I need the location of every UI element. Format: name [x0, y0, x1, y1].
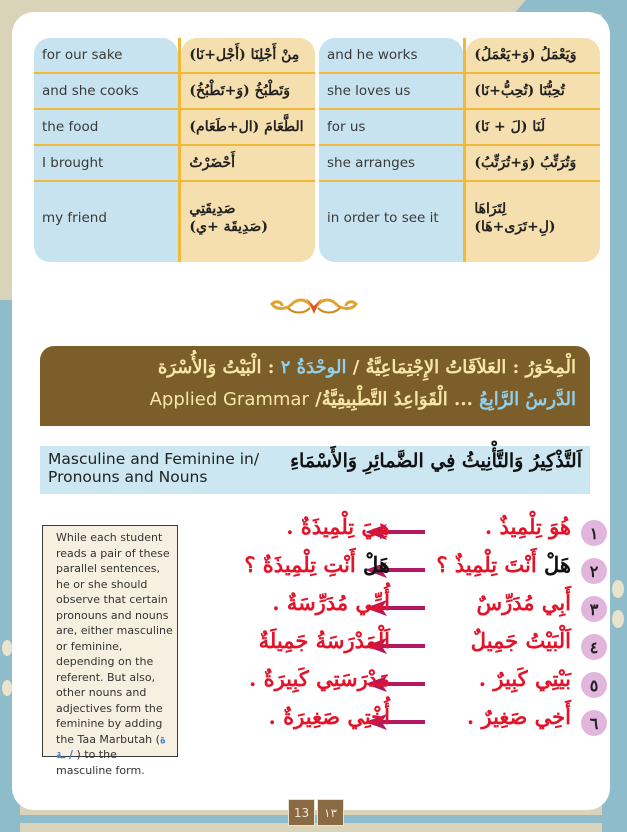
vocab-arabic-cell: مِنْ أَجْلِنَا (أَجْل+نَا) — [181, 38, 315, 74]
vocab-arabic-word: لِتَرَاهَا — [474, 200, 507, 217]
vocab-english-cell: and he works — [319, 38, 463, 74]
vocab-arabic-column-left — [181, 38, 315, 262]
number-badge: ١ — [581, 520, 607, 546]
taa-marbutah-glyph: ة / ـة — [56, 732, 166, 761]
masculine-sentence: هُوَ تِلْمِيذٌ . — [484, 514, 571, 539]
sentence-row — [220, 702, 615, 740]
banner-unit-title: : الْبَيْتُ وَالأُسْرَة — [157, 357, 281, 378]
vocab-english-cell: in order to see it — [326, 210, 439, 226]
vocab-arabic-cell: الطَّعَامَ (ال+طَعَام) — [181, 110, 315, 146]
note-text-end: ) to the masculine form. — [56, 748, 145, 777]
vocab-english-cell: she arranges — [319, 146, 463, 182]
dot — [2, 680, 12, 696]
feminine-sentence: اَلْمَدْرَسَةُ جَمِيلَةٌ — [258, 628, 390, 653]
vocab-english-cell: she loves us — [319, 74, 463, 110]
sentence-row — [220, 626, 615, 664]
question-word: هَلْ — [536, 552, 571, 577]
banner-line-2 — [50, 384, 576, 416]
banner-unit: الوحْدَةُ ٢ — [280, 357, 347, 378]
vocab-arabic-breakdown: (صَدِيقَة +ي) — [189, 219, 268, 235]
page-number-latin: 13 — [288, 799, 315, 826]
floral-divider-icon — [268, 294, 360, 318]
number-badge: ٥ — [581, 672, 607, 698]
feminine-sentence: هِيَ تِلْمِيذَةٌ . — [286, 514, 390, 539]
sentence-row — [220, 512, 615, 550]
vocab-arabic-cell — [181, 182, 315, 254]
page-number — [288, 799, 344, 826]
banner-lesson-title: ... الْقَوَاعِدُ التَّطْبِيقِيَّةُ/ — [308, 389, 480, 410]
vocab-arabic-cell: وَتُرَتِّبُ (وَ+تُرَتِّبُ) — [466, 146, 600, 182]
unit-banner — [40, 346, 590, 426]
vocab-arabic-breakdown: (لِ+تَرَى+هَا) — [474, 219, 556, 235]
sentence-row — [220, 664, 615, 702]
vocab-arabic-cell: أَحْضَرْتُ — [181, 146, 315, 182]
sentence-text: أَنْتِ تِلْمِيذَةٌ ؟ — [244, 552, 356, 577]
number-badge: ٦ — [581, 710, 607, 736]
note-text: While each student reads a pair of these parallel sentences, he or she should observe that certain pronouns and nouns are, either masculine or feminine, depending on the referent. But also, other nouns and adjectives form the feminine by adding the Taa Marbutah ( — [56, 531, 173, 746]
vocab-english-cell: and she cooks — [34, 74, 178, 110]
sentence-pairs — [220, 512, 615, 740]
instruction-note — [42, 525, 178, 777]
topic-english: Masculine and Feminine in/ Pronouns and Nouns — [48, 450, 260, 486]
feminine-sentence: أُمِّي مُدَرِّسَةٌ . — [272, 590, 390, 615]
vocab-english-column-right — [319, 38, 463, 262]
vocab-arabic-word: صَدِيقَتِي — [189, 200, 236, 217]
feminine-sentence — [244, 552, 390, 577]
banner-theme: الْمِحْوَرُ : العَلاَقَاتُ الإِجْتِمَاعِيَّةُ / — [346, 357, 576, 378]
masculine-sentence: بَيْتِي كَبِيرٌ . — [478, 666, 571, 691]
banner-lesson: الدَّرسُ الرَّابِعُ — [479, 389, 576, 410]
banner-line-1 — [50, 352, 576, 384]
feminine-sentence: مَدْرَسَتِي كَبِيرَةٌ . — [248, 666, 390, 691]
vocab-arabic-cell: وَيَعْمَلُ (وَ+يَعْمَلُ) — [466, 38, 600, 74]
page-number-arabic: ١٣ — [317, 799, 344, 826]
sentence-row — [220, 550, 615, 588]
vocab-arabic-column-right — [466, 38, 600, 262]
sentence-text: أَنْتَ تِلْمِيذٌ ؟ — [436, 552, 537, 577]
masculine-sentence: أَبِي مُدَرِّسٌ — [476, 590, 571, 615]
feminine-sentence: أُخْتِي صَغِيرَةٌ . — [268, 704, 390, 729]
masculine-sentence: اَلْبَيْتُ جَمِيلٌ — [470, 628, 571, 653]
vocab-arabic-cell: لَنَا (لَ + نَا) — [466, 110, 600, 146]
vocab-english-column-left — [34, 38, 178, 262]
topic-arabic: اَلتَّذْكِيرُ وَالتَّأْنِيثُ فِي الضَّمائِرِ وَالأَسْمَاءِ — [290, 450, 582, 472]
banner-english-title: Applied Grammar — [149, 389, 309, 410]
number-badge: ٢ — [581, 558, 607, 584]
sentence-row — [220, 588, 615, 626]
number-badge: ٣ — [581, 596, 607, 622]
vocab-arabic-cell: تُحِبُّنَا (تُحِبُّ+نَا) — [466, 74, 600, 110]
vocab-english-cell: I brought — [34, 146, 178, 182]
vocab-arabic-cell — [466, 182, 600, 254]
vocabulary-table — [34, 38, 600, 262]
masculine-sentence: أَخِي صَغِيرٌ . — [466, 704, 571, 729]
dot — [2, 640, 12, 656]
vocab-english-cell: for our sake — [34, 38, 178, 74]
question-word: هَلْ — [355, 552, 390, 577]
vocab-arabic-cell: وَتَطْبُخُ (وَ+تَطْبُخُ) — [181, 74, 315, 110]
vocab-english-cell: for us — [319, 110, 463, 146]
number-badge: ٤ — [581, 634, 607, 660]
vocab-english-cell: the food — [34, 110, 178, 146]
topic-heading — [40, 446, 590, 494]
masculine-sentence — [436, 552, 571, 577]
vocab-english-cell: my friend — [42, 210, 107, 226]
